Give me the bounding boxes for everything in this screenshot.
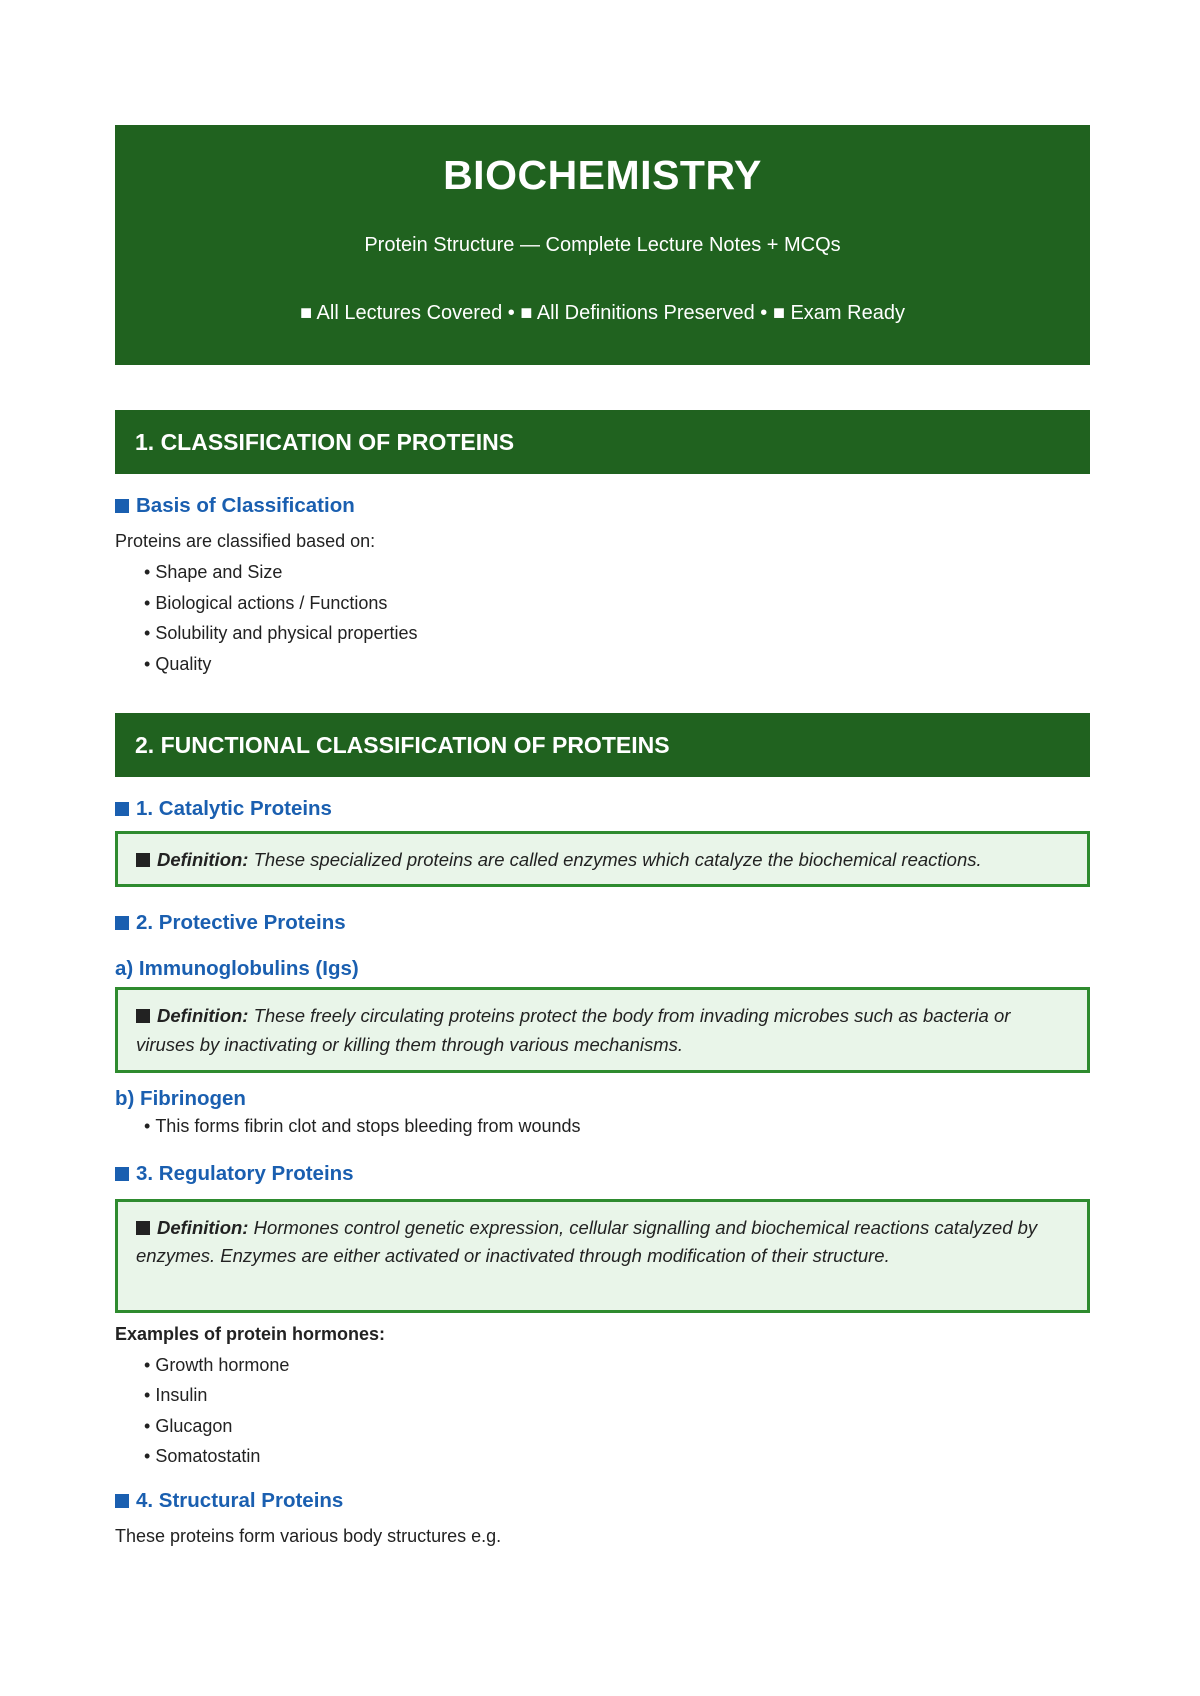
list-item: • Growth hormone xyxy=(144,1354,290,1375)
section-heading-classification: 1. CLASSIFICATION OF PROTEINS xyxy=(115,410,1090,474)
subheading-fibrinogen: b) Fibrinogen xyxy=(115,1087,246,1110)
square-bullet-icon xyxy=(115,802,129,816)
definition-box-immunoglobulins xyxy=(115,987,1090,1073)
structural-intro: These proteins form various body structures e.g. xyxy=(115,1525,502,1546)
definition-box-catalytic xyxy=(115,831,1090,887)
bullet-dot: • xyxy=(144,592,151,613)
definition-text: These freely circulating proteins protect the body from invading microbes such as bacteria or viruses by inactivating or killing them through various mechanisms. xyxy=(136,1005,1011,1055)
list-item: • Shape and Size xyxy=(144,562,283,582)
subheading-immunoglobulins: a) Immunoglobulins (Igs) xyxy=(115,957,359,980)
subheading-protective: 2. Protective Proteins xyxy=(115,911,1090,935)
bullet-dot: • xyxy=(144,623,151,643)
list-item: • Solubility and physical properties xyxy=(144,623,418,643)
list-item: • Insulin xyxy=(144,1385,208,1405)
square-bullet-icon xyxy=(115,916,129,930)
bullet-dot: • xyxy=(144,1415,151,1436)
title-banner xyxy=(115,125,1090,365)
bullet-dot: • xyxy=(144,1354,151,1375)
list-item: • Glucagon xyxy=(144,1415,233,1436)
bullet-dot: • xyxy=(144,1385,151,1405)
document-tags: ■ All Lectures Covered • ■ All Definitions Preserved • ■ Exam Ready xyxy=(300,302,905,325)
subheading-basis-text: Basis of Classification xyxy=(136,494,355,517)
examples-label: Examples of protein hormones: xyxy=(115,1323,386,1344)
square-bullet-icon xyxy=(136,853,150,867)
basis-list xyxy=(115,557,1090,679)
list-item: • This forms fibrin clot and stops bleeding from wounds xyxy=(144,1116,581,1136)
bullet-dot: • xyxy=(144,1116,151,1136)
bullet-dot: • xyxy=(144,1446,151,1466)
subheading-basis xyxy=(115,494,1090,518)
square-bullet-icon xyxy=(115,1167,129,1181)
definition-text: These specialized proteins are called enzymes which catalyze the biochemical reactions. xyxy=(253,849,982,870)
definition-label: Definition: xyxy=(157,849,249,870)
list-item: • Somatostatin xyxy=(144,1446,261,1466)
definition-box-regulatory xyxy=(115,1199,1090,1313)
list-item: • Quality xyxy=(144,653,212,674)
document-title: BIOCHEMISTRY xyxy=(443,152,762,198)
subheading-catalytic: 1. Catalytic Proteins xyxy=(115,797,1090,821)
subheading-structural: 4. Structural Proteins xyxy=(115,1489,1090,1513)
square-bullet-icon xyxy=(115,1494,129,1508)
definition-label: Definition: xyxy=(157,1005,249,1026)
basis-intro: Proteins are classified based on: xyxy=(115,531,376,551)
document-subtitle: Protein Structure — Complete Lecture Notes + MCQs xyxy=(364,234,841,257)
square-bullet-icon xyxy=(136,1221,150,1235)
square-bullet-icon xyxy=(115,499,129,513)
definition-label: Definition: xyxy=(157,1216,249,1238)
list-item: • Biological actions / Functions xyxy=(144,592,388,613)
fibrinogen-list xyxy=(115,1111,1090,1142)
hormone-examples-list xyxy=(115,1350,1090,1472)
bullet-dot: • xyxy=(144,653,151,674)
definition-text: Hormones control genetic expression, cellular signalling and biochemical reactions catalyzed by enzymes. Enzymes are either activated or inactivated through modification of their structure. xyxy=(136,1216,1038,1266)
bullet-dot: • xyxy=(144,562,151,582)
document-page xyxy=(115,125,1090,1547)
subheading-regulatory: 3. Regulatory Proteins xyxy=(115,1162,1090,1186)
section-heading-functional: 2. FUNCTIONAL CLASSIFICATION OF PROTEINS xyxy=(115,713,1090,777)
square-bullet-icon xyxy=(136,1009,150,1023)
